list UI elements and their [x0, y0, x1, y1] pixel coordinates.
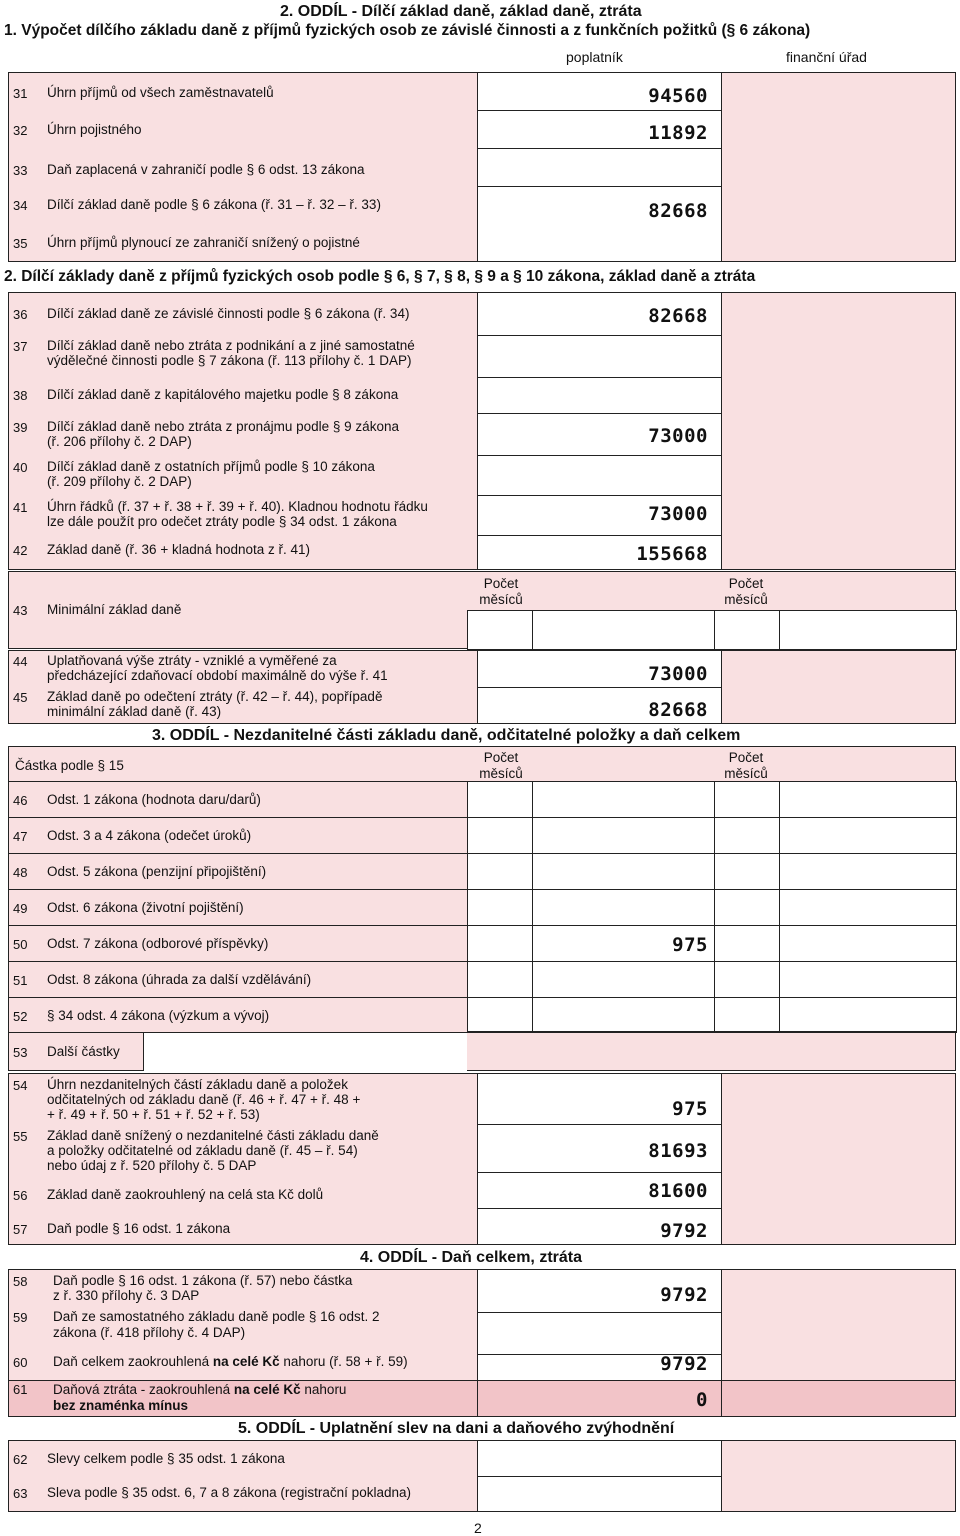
col-payer-label: poplatník [566, 49, 623, 65]
row-label: Daň zaplacená v zahraničí podle § 6 odst. 13 zákona [47, 162, 365, 177]
row-number: 53 [13, 1045, 28, 1060]
part-1-title: 1. Výpočet dílčího základu daně z příjmů fyzických osob ze závislé činnosti a z funkčních požitků (§ 6 zákona) [4, 22, 811, 39]
row-33 [9, 148, 955, 186]
row-number: 61 [13, 1382, 28, 1397]
row-31 [9, 73, 955, 110]
row-label: Odst. 6 zákona (životní pojištění) [47, 900, 244, 915]
row-50 [9, 926, 955, 961]
row-label-3: + ř. 49 + ř. 50 + ř. 51 + ř. 52 + ř. 53) [47, 1107, 260, 1122]
row-label: Slevy celkem podle § 35 odst. 1 zákona [47, 1451, 285, 1466]
row-60-label [53, 1354, 408, 1369]
section-4-title: 4. ODDÍL - Daň celkem, ztráta [360, 1249, 582, 1266]
row-61-label [53, 1382, 346, 1397]
row-40 [9, 455, 955, 495]
row-number: 45 [13, 690, 28, 705]
row-number: 32 [13, 123, 28, 138]
row-label-2: (ř. 209 přílohy č. 2 DAP) [47, 474, 192, 489]
row-61-label-post: nahoru [300, 1382, 347, 1397]
part-3-panel [8, 746, 956, 1071]
row-32-value[interactable]: 11892 [648, 122, 708, 144]
row-label: Dílčí základ daně nebo ztráta z pronájmu podle § 9 zákona [47, 419, 399, 434]
row-label: Dílčí základ daně nebo ztráta z podnikání a z jiné samostatné [47, 338, 415, 353]
row-label: Odst. 7 zákona (odborové příspěvky) [47, 936, 269, 951]
row-34-value[interactable]: 82668 [648, 200, 708, 222]
row-label: Základ daně po odečtení ztráty (ř. 42 – ř. 44), popřípadě [47, 689, 383, 704]
row-number: 62 [13, 1452, 28, 1467]
row-36 [9, 293, 955, 335]
row-label: Odst. 8 zákona (úhrada za další vzdělávání) [47, 972, 312, 987]
row-61-value[interactable]: 0 [696, 1389, 708, 1411]
part-4-panel [8, 1269, 956, 1417]
row-label: Daň podle § 16 odst. 1 zákona [47, 1221, 231, 1236]
row-number: 55 [13, 1129, 28, 1144]
row-31-value[interactable]: 94560 [648, 85, 708, 107]
row-label: Úhrn nezdanitelných částí základu daně a položek [47, 1077, 348, 1092]
part-2-panel [8, 292, 956, 570]
row-36-value[interactable]: 82668 [648, 305, 708, 327]
row-43-value-payer[interactable] [532, 610, 722, 650]
row-60-label-bold: na celé Kč [212, 1354, 280, 1369]
row-label: Daň ze samostatného základu daně podle § 16 odst. 2 [53, 1309, 380, 1324]
row-number: 46 [13, 793, 28, 808]
row-label: Základ daně snížený o nezdanitelné části základu daně [47, 1128, 379, 1143]
row-label-2: zákona (ř. 418 přílohy č. 4 DAP) [53, 1325, 246, 1340]
row-label-2: z ř. 330 přílohy č. 3 DAP [53, 1288, 200, 1303]
section-15-label: Částka podle § 15 [15, 758, 124, 773]
row-label: Úhrn pojistného [47, 122, 142, 137]
section-3-title: 3. ODDÍL - Nezdanitelné části základu daně, odčitatelné položky a daň celkem [152, 727, 741, 744]
row-label: Odst. 1 zákona (hodnota daru/darů) [47, 792, 261, 807]
row-34-35 [9, 186, 955, 261]
row-label: Daň podle § 16 odst. 1 zákona (ř. 57) nebo částka [53, 1273, 353, 1288]
row-61-label-pre: Daňová ztráta - zaokrouhlená [53, 1382, 234, 1397]
row-label: § 34 odst. 4 zákona (výzkum a vývoj) [47, 1008, 270, 1023]
row-number: 31 [13, 86, 28, 101]
row-number: 60 [13, 1355, 28, 1370]
row-label-2: minimální základ daně (ř. 43) [47, 704, 222, 719]
row-42 [9, 535, 955, 569]
row-number: 57 [13, 1222, 28, 1237]
row-43-months-office[interactable] [714, 610, 780, 650]
row-61-office-box [722, 1380, 955, 1416]
row-number: 49 [13, 901, 28, 916]
row-number: 59 [13, 1310, 28, 1325]
row-number: 52 [13, 1009, 28, 1024]
row-49 [9, 890, 955, 925]
row-label: Další částky [47, 1044, 120, 1059]
row-37 [9, 335, 955, 377]
row-number: 58 [13, 1274, 28, 1289]
row-38 [9, 377, 955, 413]
row-42-value[interactable]: 155668 [636, 543, 708, 565]
rows-44-45-panel [8, 650, 956, 724]
row-label: Sleva podle § 35 odst. 6, 7 a 8 zákona (registrační pokladna) [47, 1485, 411, 1500]
row-51 [9, 962, 955, 997]
row-label-2: předcházející zdaňovací období maximálně do výše ř. 41 [47, 668, 388, 683]
row-number: 34 [13, 198, 28, 213]
row-53 [9, 1033, 955, 1071]
part-2-title: 2. Dílčí základy daně z příjmů fyzických osob podle § 6, § 7, § 8, § 9 a § 10 zákona, základ daně a ztráta [4, 268, 756, 285]
row-label: Dílčí základ daně ze závislé činnosti podle § 6 zákona (ř. 34) [47, 306, 410, 321]
row-60-value[interactable]: 9792 [660, 1353, 708, 1375]
row-label-2: a položky odčitatelné od základu daně (ř. 45 – ř. 54) [47, 1143, 358, 1158]
row-41-value[interactable]: 73000 [648, 503, 708, 525]
months-label: Počet měsíců [724, 576, 768, 607]
row-label: Úhrn příjmů plynoucí ze zahraničí snížený o pojistné [47, 235, 360, 250]
section-5-title: 5. ODDÍL - Uplatnění slev na dani a daňového zvýhodnění [238, 1420, 675, 1437]
months-label: Počet měsíců [479, 750, 523, 781]
row-61-label-bold: na celé Kč [233, 1382, 301, 1397]
row-number: 40 [13, 460, 28, 475]
row-label-2: lze dále použít pro odečet ztráty podle § 34 odst. 1 zákona [47, 514, 397, 529]
row-number: 38 [13, 388, 28, 403]
row-number: 63 [13, 1486, 28, 1501]
rows-54-57-panel [8, 1073, 956, 1245]
row-56-value[interactable]: 81600 [648, 1180, 708, 1202]
row-number: 56 [13, 1188, 28, 1203]
row-label-2: výdělečné činnosti podle § 7 zákona (ř. 113 přílohy č. 1 DAP) [47, 353, 412, 368]
row-41 [9, 495, 955, 535]
row-number: 36 [13, 307, 28, 322]
row-52 [9, 998, 955, 1032]
row-58-value[interactable]: 9792 [660, 1284, 708, 1306]
row-54-value[interactable]: 975 [672, 1098, 708, 1120]
row-label-2: odčitatelných od základu daně (ř. 46 + ř. 47 + ř. 48 + [47, 1092, 361, 1107]
row-label: Dílčí základ daně z kapitálového majetku podle § 8 zákona [47, 387, 399, 402]
row-number: 41 [13, 500, 28, 515]
row-label: Dílčí základ daně podle § 6 zákona (ř. 31 – ř. 32 – ř. 33) [47, 197, 381, 212]
row-50-value[interactable]: 975 [672, 934, 708, 956]
row-55-value[interactable]: 81693 [648, 1140, 708, 1162]
row-43-value-office[interactable] [779, 610, 957, 650]
months-label: Počet měsíců [724, 750, 768, 781]
row-43-months-payer[interactable] [467, 610, 533, 650]
row-label: Úhrn příjmů od všech zaměstnavatelů [47, 85, 274, 100]
col-office-label: finanční úřad [786, 49, 867, 65]
row-44-value[interactable]: 73000 [648, 663, 708, 685]
row-label: Minimální základ daně [47, 602, 182, 617]
row-number: 48 [13, 865, 28, 880]
row-number: 33 [13, 163, 28, 178]
row-number: 42 [13, 543, 28, 558]
row-number: 44 [13, 654, 28, 669]
row-47 [9, 818, 955, 853]
row-61-label-2: bez znaménka mínus [53, 1398, 189, 1413]
row-number: 51 [13, 973, 28, 988]
row-57-value[interactable]: 9792 [660, 1220, 708, 1242]
row-label-3: nebo údaj z ř. 520 přílohy č. 5 DAP [47, 1158, 257, 1173]
row-label: Základ daně zaokrouhlený na celá sta Kč dolů [47, 1187, 324, 1202]
row-label-2: (ř. 206 přílohy č. 2 DAP) [47, 434, 192, 449]
row-label: Odst. 5 zákona (penzijní připojištění) [47, 864, 267, 879]
row-number: 54 [13, 1078, 28, 1093]
row-45-value[interactable]: 82668 [648, 699, 708, 721]
row-60-label-pre: Daň celkem zaokrouhlená [53, 1354, 213, 1369]
page-number: 2 [474, 1520, 482, 1536]
row-label: Uplatňovaná výše ztráty - vzniklé a vyměřené za [47, 653, 337, 668]
row-label: Odst. 3 a 4 zákona (odečet úroků) [47, 828, 252, 843]
section-2-title: 2. ODDÍL - Dílčí základ daně, základ daně, ztráta [280, 3, 642, 20]
row-number: 47 [13, 829, 28, 844]
row-39 [9, 413, 955, 455]
row-label: Základ daně (ř. 36 + kladná hodnota z ř. 41) [47, 542, 311, 557]
part-5-panel [8, 1440, 956, 1512]
part-1-panel [8, 72, 956, 262]
row-32 [9, 110, 955, 148]
row-48 [9, 854, 955, 889]
row-60-label-post: nahoru (ř. 58 + ř. 59) [279, 1354, 408, 1369]
row-number: 43 [13, 603, 28, 618]
row-label: Úhrn řádků (ř. 37 + ř. 38 + ř. 39 + ř. 40). Kladnou hodnotu řádku [47, 499, 428, 514]
row-label: Dílčí základ daně z ostatních příjmů podle § 10 zákona [47, 459, 375, 474]
row-43-panel [8, 571, 956, 649]
row-number: 39 [13, 420, 28, 435]
row-46 [9, 782, 955, 817]
months-label: Počet měsíců [479, 576, 523, 607]
row-number: 50 [13, 937, 28, 952]
row-39-value[interactable]: 73000 [648, 425, 708, 447]
row-number: 37 [13, 339, 28, 354]
row-number: 35 [13, 236, 28, 251]
